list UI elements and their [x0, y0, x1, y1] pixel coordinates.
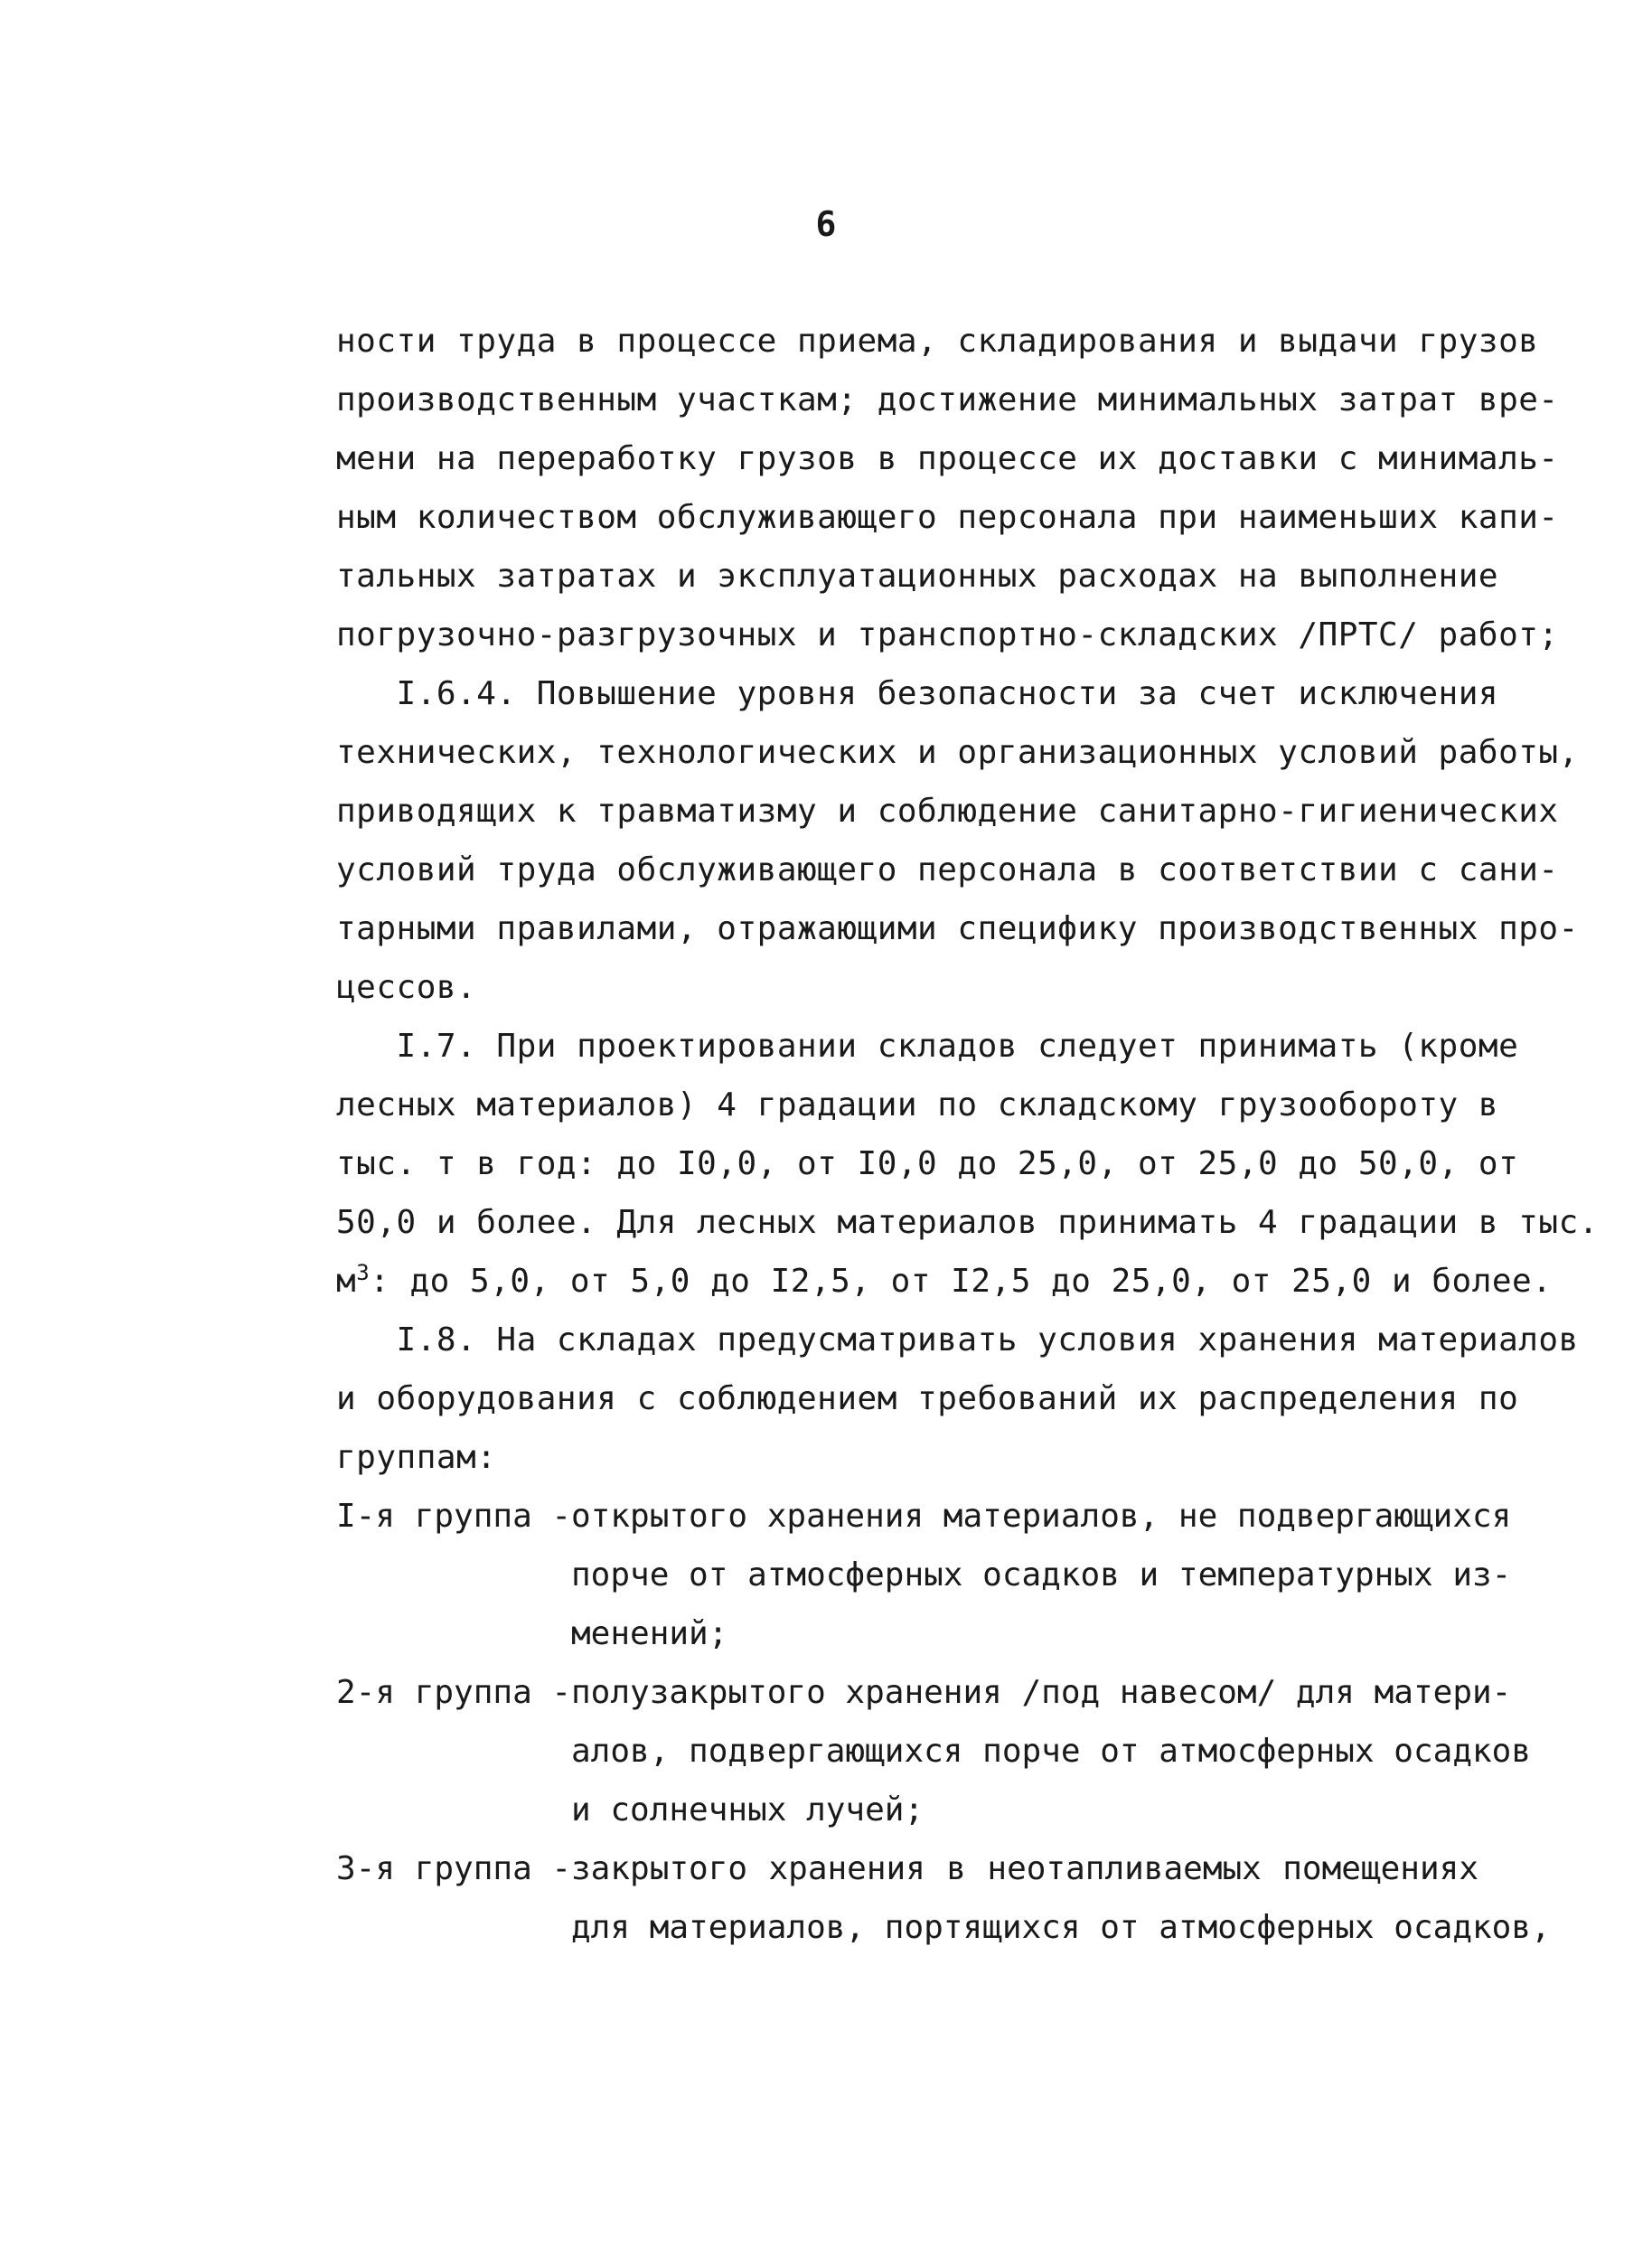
paragraph-line: 50,0 и более. Для лесных материалов принимать 4 градации в тыс. [336, 1204, 1599, 1241]
paragraph-line: производственным участкам; достижение минимальных затрат вре- [336, 381, 1559, 418]
paragraph-line: I.8. На складах предусматривать условия хранения материалов [336, 1321, 1579, 1359]
paragraph-line: лесных материалов) 4 градации по складскому грузообороту в [336, 1086, 1499, 1124]
group-line: порче от атмосферных осадков и температурных из- [571, 1556, 1512, 1594]
group-line: закрытого хранения в неотапливаемых помещениях [571, 1850, 1478, 1887]
paragraph-line: тыс. т в год: до I0,0, от I0,0 до 25,0, от 25,0 до 50,0, от [336, 1145, 1519, 1182]
paragraph-line: ным количеством обслуживающего персонала при наименьших капи- [336, 499, 1559, 536]
paragraph-line: тарными правилами, отражающими специфику производственных про- [336, 910, 1579, 947]
group-line: открытого хранения материалов, не подвергающихся [571, 1498, 1512, 1535]
paragraph-line: технических, технологических и организационных условий работы, [336, 734, 1579, 771]
group-term: 2-я группа - [336, 1674, 572, 1711]
group-term: I-я группа - [336, 1498, 572, 1535]
group-line: для материалов, портящихся от атмосферных осадков, [571, 1909, 1551, 1946]
paragraph-line: погрузочно-разгрузочных и транспортно-складских /ПРТС/ работ; [336, 616, 1559, 653]
unit-symbol: м [336, 1263, 357, 1300]
paragraph-line: I.6.4. Повышение уровня безопасности за счет исключения [336, 675, 1499, 712]
paragraph-line: I.7. При проектировании складов следует принимать (кроме [336, 1028, 1519, 1065]
page-number: 6 [815, 204, 837, 244]
paragraph-line: группам: [336, 1439, 497, 1476]
group-line: менений; [571, 1615, 728, 1652]
unit-superscript: 3 [356, 1260, 371, 1285]
paragraph-line: приводящих к травматизму и соблюдение санитарно-гигиенических [336, 793, 1559, 830]
paragraph-line: условий труда обслуживающего персонала в соответствии с сани- [336, 851, 1559, 889]
paragraph-line: цессов. [336, 969, 477, 1006]
group-line: алов, подвергающихся порче от атмосферных осадков [571, 1733, 1532, 1770]
paragraph-line: мени на переработку грузов в процессе их доставки с минималь- [336, 440, 1559, 477]
unit-line-rest: : до 5,0, от 5,0 до I2,5, от I2,5 до 25,0, от 25,0 и более. [370, 1263, 1553, 1300]
paragraph-line-units [336, 1255, 1553, 1309]
group-line: и солнечных лучей; [571, 1791, 925, 1829]
group-line: полузакрытого хранения /под навесом/ для матери- [571, 1674, 1512, 1711]
paragraph-line: и оборудования с соблюдением требований их распределения по [336, 1380, 1519, 1417]
group-term: 3-я группа - [336, 1850, 572, 1887]
paragraph-line: ности труда в процессе приема, складирования и выдачи грузов [336, 323, 1539, 360]
paragraph-line: тальных затратах и эксплуатационных расходах на выполнение [336, 558, 1499, 595]
